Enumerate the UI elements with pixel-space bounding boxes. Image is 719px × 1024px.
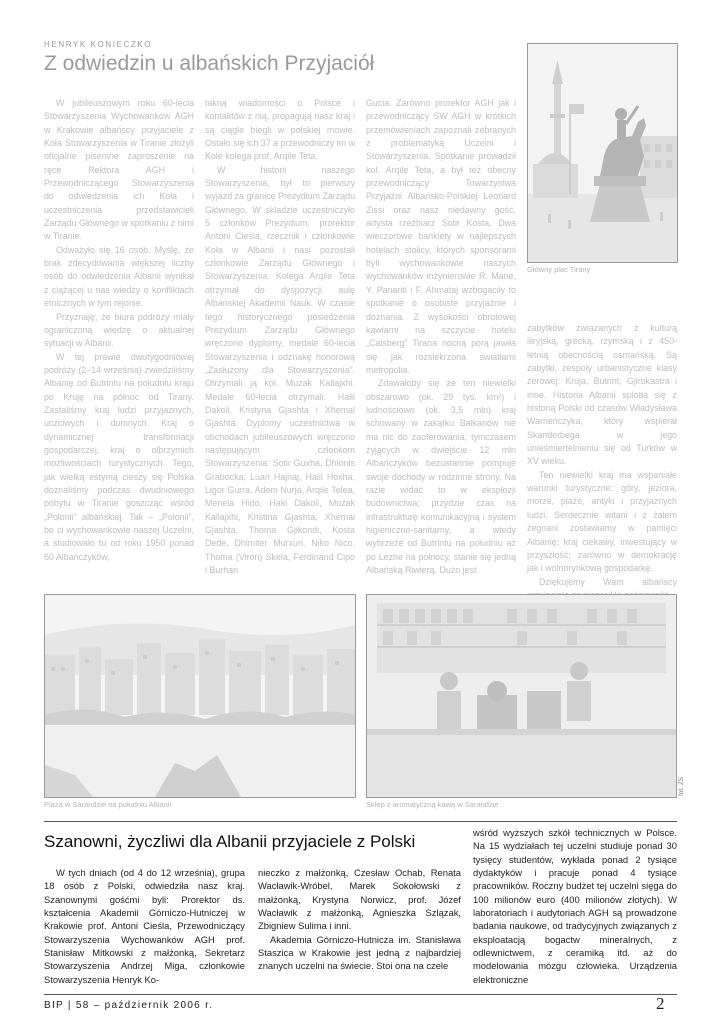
photo-coffee-shop bbox=[366, 594, 677, 798]
footer-divider bbox=[44, 994, 677, 995]
paragraph: Dziękujemy Wam albańscy bbox=[539, 576, 677, 587]
paragraph: Przyznaję, że biura podróży miały ograniczoną wiedzę o aktualnej sytuacji w Albanii. bbox=[44, 311, 194, 349]
paragraph: Zdawałoby się że ten niewielki obszarowo (ok. 29 tys. km²) i ludnościowo (ok. 3,5 mln) kraj schowany w zakątku Bałkanów nie ma nic do zaoferowania, tymczasem żyjących w dwiejście 12 mln Albańczyków bezustannie pompuje swoje dochody w rodzinne strony. Na razie widać to w ekspłozji budownictwa; przydzie czas na infrastrukturę komunikacyjną i system higieniczno-sanitarny, a wtedy wybrzeże od Butrintu na południu aż po Lezhe na północy, stanie się jedną Albańską Riwierą. Dużo jest bbox=[366, 378, 516, 576]
article-author: HENRYK KONIECZKO bbox=[44, 40, 153, 49]
paragraph: Akademia Górniczo-Hutnicza im. Stanisława Staszica w Krakowie jest jedną z najbardziej znanych uczelni na świecie. Stoi ona na czele bbox=[258, 933, 461, 972]
photo-caption: Główny plac Tirany bbox=[527, 265, 591, 274]
article-column-3 bbox=[366, 97, 516, 589]
photo-caption: Sklep z aromatyczną kawą w Sarandzie bbox=[366, 800, 499, 809]
section-title: Szanowni, życzliwi dla Albanii przyjaciele z Polski bbox=[44, 832, 416, 851]
paragraph: nieczko z małżonką, Czesław Ochab, Renata Wacławik-Wróbel, Marek Sokołowski z małżonką, Krystyna Norwicz, prof. Józef Wacławik z małżonką, Agnieszka Szlązak, Zbigniew Sulima i inni. bbox=[258, 867, 461, 932]
footer-issue: BIP | 58 – październik 2006 r. bbox=[44, 1000, 214, 1011]
paragraph: W tej prawie dwutygodniowej podróży (2–14 września) zwiedziliśmy Albanię od Butrintu na południu kraju po Kruję na północ od Tirany. Zastaliśmy kraj ludzi przyjaznych, uczciwych i dumnych. Kraj o dynamicznej transformacji gospodarczej, kraj o olbrzymich możliwościach turystycznych. Tego, jak wielką estymą cieszy się Polska doznaliśmy podczas dwudniowego pobytu w Tiranie goszcząc wśród „Polonii” albańskiej. Tak – „Polonii”, bo ci wychowankowie naszej Uczelni, a studiowało tu od roku 1950 ponad 60 Albańczyków, bbox=[44, 351, 194, 562]
paragraph: W historii naszego Stowarzyszenia, był to pierwszy wyjazd za granicę Prezydium Zarządu Głównego. W składzie uczestniczyło 5 członków Prezydium, prorektor Antoni Cieśla, rzecznik i członkowie Koła w Albanii i nasi pozostali członkowie Zarządu Głównego i Stowarzyszenia. Kolega Arqile Teta otrzymał do dyspozycji aulę Albańskiej Akademii Nauk. W czasie tego historycznego posiedzenia Prezydium Zarządu Głównego wręczono dyplomy, medale 60-lecia Stowarzyszenia i odznakę honorową „Zasłużony dla Stowarzyszenia”. Otrzymali ją kol. Muzak Kallajxhi. Medale 60-lecia otrzymali: Halil Dakoli, Kristyna Gjashta i Xhemal Gjashta. Dyplomy uczestnictwa w obchodach jubileuszowych wręczono następującym członkom Stowarzyszenia: Sotir Guxha, Dhionis Grabocka, Luan Hajnaj, Halil Hoxha, Ligor Gurra, Adem Nurja, Arqile Telea, Menela Hido, Haki Dakoli, Muzak Kallajxhi, Kristina Gjashta, Xhemal Gjashta, Thoma Gjikondi, Kosta Dede, Dhimiter Murxun, Niko Nico, Thoma (Viron) Skela, Ferdinand Cipo i Burhan bbox=[205, 164, 355, 576]
paragraph: Gucia. Zarówno prorektor AGH jak i przewodniczący SW AGH w krótkich przemówieniach zapoznali zebranych z problematyką Uczelni i Stowarzyszenia. Spotkanie prowadził kol. Arqile Teta, a był też obecny przewodniczący Towarzystwa Przyjaźni Albańsko-Polskiej Leonard Zissi oraz nasz niedawny gość, artysta rzeźbiarz Sotir Kosta. Dwa wieczorowe bankiety w najlepszych hotelach stolicy, których sponsorami byli wychowankowie naszych wychowanków inżynierowie R. Mane, Y. Panariti i F. Ahmataj wzbogaciły to spotkanie o osobiste przyjaźnie i doznania. Z wysokości obrotowej kawiarni na szczycie hotelu „Calsberg” Tirana nocną porą jawiła się jak rozsiekrzona światłami metropolia. bbox=[366, 98, 516, 375]
paragraph: zabytków związanych z kulturą iliryjską, grecką, rzymską i z 450-letnią obecnością osmańską. Są zabytki, zespoły urbanistyczne klasy zerowej: Kruja, Butrint, Gjirokastra i inne. Historia Albanii splotła się z historią Polski od czasów Władysława Warneńczyka, który wspierał Skanderbega w jego unieśmiertelnieniu się od Turków w XV wieku. bbox=[527, 323, 677, 467]
photo-caption: Plaża w Sarandzie na południu Albanii bbox=[44, 800, 172, 809]
paragraph: takną wiadomości o Polsce i kontaktów z nią, propagują nasz kraj i są ciągle biegli w polskiej mowie. Ostało się ich 37 a przewodniczy im w Kole kolega prof. Arqile Teta. bbox=[205, 98, 355, 162]
photo-credit: fot. ZS bbox=[678, 776, 685, 796]
article-column-2 bbox=[205, 97, 355, 589]
photo-saranda-beach bbox=[44, 594, 356, 798]
paragraph: Ten niewielki kraj ma wspaniałe warunki turystyczne: góry, jeziora, morze, plaże, antyki i przyjaznych ludzi. Serdecznie witani i z żalem żegnani zostawiamy w pamięci Albanię; kraj ciekawy, inwestujący w przyszłość; zarówno w demokrację jak i wolnorynkową gospodarkę. bbox=[527, 469, 677, 574]
section-divider bbox=[44, 821, 677, 822]
paragraph: W tych dniach (od 4 do 12 września), grupa 18 osób z Polski, odwiedziła nasz kraj. Szanownymi gośćmi byli: Prorektor ds. kształcenia Akademii Górniczo-Hutniczej w Krakowie prof. Antoni Cieśla, Przewodniczący Stowarzyszenia Wychowanków AGH prof. Stanisław Mitkowski z małżonką, Sekretarz Stowarzyszenia Andrzej Miga, członkowie Stowarzyszenia Henryk Ko- bbox=[44, 867, 245, 985]
article-column-1 bbox=[44, 97, 194, 589]
section-column-3 bbox=[473, 826, 677, 988]
paragraph: W jubileuszowym roku 60-lecia Stowarzyszenia Wychowanków AGH w Krakowie albańscy przyjaciele z Koła Stowarzyszenia w Tiranie złożyli oficjalne pisemne zaproszenie na ręce Rektora AGH i Przewodniczącego Stowarzyszenia do odwiedzenia ich Koła i uczestniczenia przedstawicieli Zarządu Głównego w spotkaniu z nimi w Tiranie. bbox=[44, 98, 194, 242]
paragraph: Odważyło się 16 osób. Myślę, że brak zdecydowania większej liczby osób do odwiedzenia Albanii wynikał z ciążącej u nas wiedzy o konfliktach etnicznych w tym rejonie. bbox=[44, 244, 194, 309]
page-number: 2 bbox=[656, 994, 665, 1013]
section-column-2 bbox=[258, 866, 461, 988]
photo-tirana-square bbox=[527, 43, 678, 263]
article-title: Z odwiedzin u albańskich Przyjaciół bbox=[44, 52, 375, 75]
section-column-1 bbox=[44, 866, 245, 988]
article-column-4 bbox=[527, 322, 677, 589]
paragraph: wśród wyższych szkół technicznych w Polsce. Na 15 wydziałach tej uczelni studiuje ponad 30 tysięcy studentów, wykłada ponad 2 tysiące dydaktyków i pracuje ponad 4 tysiące pracowników. Roczny budżet tej uczelni sięga do 100 milionów euro (400 milionów złotych). W laboratoriach i audytoriach AGH są prowadzone badania naukowe, od tradycyjnych związanych z eksploatacją bogactw mineralnych, z odlewnictwem, z ceramiką itd. aż do modelowania mózgu człowieka. Urządzenia elektroniczne bbox=[473, 827, 677, 985]
